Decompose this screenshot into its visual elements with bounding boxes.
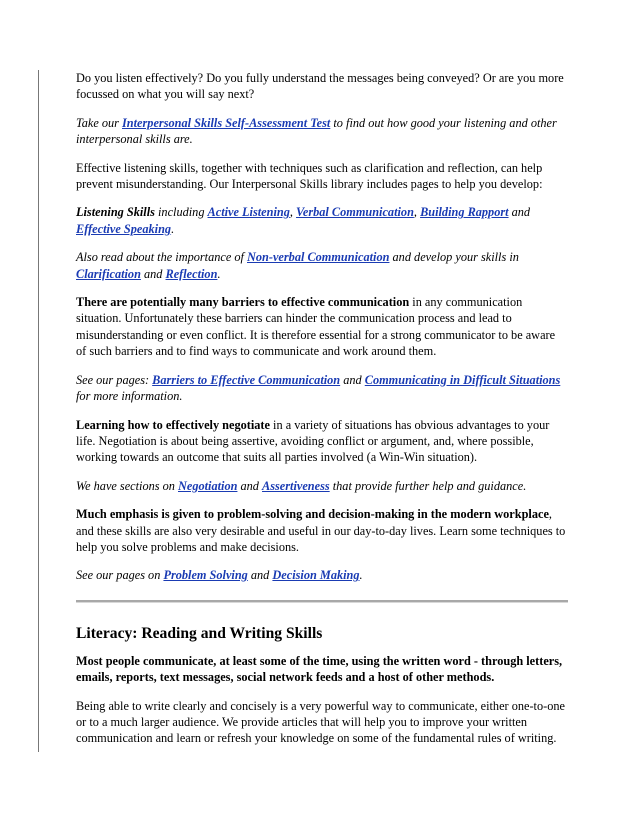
text-span: . (359, 568, 363, 583)
listening-skills-label: Listening Skills (76, 205, 155, 220)
paragraph-listening-skills (76, 204, 568, 237)
link-decision-making[interactable]: Decision Making (272, 568, 360, 583)
link-non-verbal-communication[interactable]: Non-verbal Communication (247, 250, 390, 265)
link-assertiveness[interactable]: Assertiveness (262, 478, 330, 493)
link-effective-speaking[interactable]: Effective Speaking (76, 221, 172, 236)
text-span: See our pages on (76, 568, 164, 583)
text-span: including (154, 205, 208, 220)
paragraph-non-verbal (76, 249, 568, 282)
text-span: that provide further help and guidance. (329, 478, 527, 493)
paragraph-listen-effectively: Do you listen effectively? Do you fully understand the messages being conveyed? Or are you more focussed on what you will say next? (76, 71, 564, 102)
left-margin-rule (38, 70, 39, 752)
text-span: . (171, 221, 175, 236)
paragraph-write-clearly: Being able to write clearly and concisely is a very powerful way to communicate, either one-to-one or to a much larger audience. We provide articles that will help you to improve your written communication and learn or refresh your knowledge on some of the fundamental rules of writing. (76, 698, 565, 746)
text-span: in a variety of situations has obvious advantages to your life. Negotiation is about being assertive, avoiding conflict or argument, and, where possible, working towards an outcome that suits all parties involved (a Win-Win situation). (76, 417, 550, 465)
text-span: , and these skills are also very desirable and useful in our day-to-day lives. Learn some techniques to help you solve problems and make decisions. (76, 507, 566, 554)
text-span: We have sections on (76, 478, 178, 493)
paragraph-negotiate (76, 417, 568, 466)
link-active-listening[interactable]: Active Listening (207, 205, 290, 220)
text-span: Also read about the importance of (76, 250, 247, 265)
text-span: , (413, 205, 421, 220)
text-span: See our pages: (76, 372, 153, 387)
text-span: . (217, 266, 221, 281)
link-self-assessment-test[interactable]: Interpersonal Skills Self-Assessment Test (122, 115, 331, 130)
text-span: and (237, 478, 263, 493)
written-word-lead: Most people communicate, at least some of the time, using the written word - through letters, emails, reports, text messages, social network feeds and a host of other methods. (76, 653, 563, 685)
paragraph-self-assessment (76, 115, 568, 148)
paragraph-effective-listening: Effective listening skills, together with techniques such as clarification and reflection, can help prevent misunderstanding. Our Interpersonal Skills library includes pages to help you develop: (76, 160, 543, 192)
link-barriers-effective-communication[interactable]: Barriers to Effective Communication (152, 372, 341, 387)
link-clarification[interactable]: Clarification (76, 266, 141, 281)
negotiate-lead: Learning how to effectively negotiate (76, 417, 270, 432)
barriers-lead: There are potentially many barriers to effective communication (76, 295, 410, 310)
paragraph-negotiation-sections (76, 478, 568, 494)
link-negotiation[interactable]: Negotiation (178, 478, 238, 493)
text-span: Take our (76, 115, 123, 130)
section-divider (76, 600, 568, 603)
paragraph-see-barriers (76, 372, 568, 405)
paragraph-problem-solving (76, 506, 568, 555)
link-communicating-difficult-situations[interactable]: Communicating in Difficult Situations (364, 372, 561, 387)
link-building-rapport[interactable]: Building Rapport (420, 205, 509, 220)
text-span: and (340, 372, 365, 387)
text-span: and develop your skills in (389, 250, 519, 265)
paragraph-barriers (76, 294, 568, 360)
text-span: and (508, 205, 531, 220)
text-span: to find out how good your listening and other interpersonal skills are. (76, 115, 557, 147)
link-problem-solving[interactable]: Problem Solving (163, 568, 248, 583)
text-span: and (140, 266, 166, 281)
paragraph-written-word (76, 653, 568, 686)
problem-solving-lead: Much emphasis is given to problem-solving and decision-making in the modern workplace (76, 507, 549, 522)
text-span: , (289, 205, 297, 220)
link-verbal-communication[interactable]: Verbal Communication (296, 205, 414, 220)
section-heading: Literacy: Reading and Writing Skills (76, 624, 323, 642)
text-span: for more information. (76, 389, 183, 404)
paragraph-see-problem-solving (76, 567, 568, 583)
document-body (76, 70, 568, 759)
text-span: and (247, 568, 273, 583)
text-span: in any communication situation. Unfortunately these barriers can hinder the communication process and lead to misunderstanding or even conflict. It is therefore essential for a strong communicator to be aware of such barriers and to find ways to communicate and work around them. (76, 295, 556, 359)
link-reflection[interactable]: Reflection (165, 266, 218, 281)
